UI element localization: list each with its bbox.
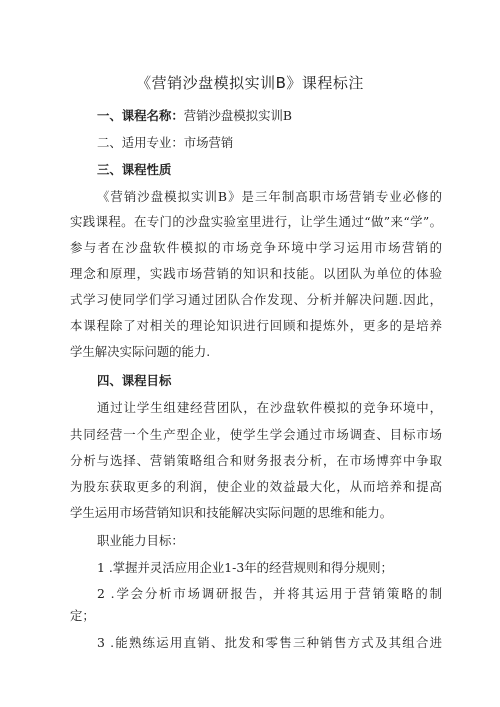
paragraph-line: 参与者在沙盘软件模拟的市场竞争环境中学习运用市场营销的 (70, 240, 442, 255)
section-3-heading: 三、课程性质 (97, 162, 172, 177)
section-4-heading: 四、课程目标 (97, 373, 172, 388)
paragraph-line: 学生解决实际问题的能力. (70, 344, 211, 359)
paragraph-line: 学生运用市场营销知识和技能解决实际问题的思维和能力。 (70, 505, 393, 520)
paragraph-line: 《营销沙盘模拟实训B》是三年制高职市场营销专业必修的 (97, 189, 442, 204)
goal-item: 1 .掌握并灵活应用企业1-3年的经营规则和得分规则； (97, 560, 393, 575)
paragraph-line: 本课程除了对相关的理论知识进行回顾和提炼外，更多的是培养 (70, 318, 442, 333)
paragraph-line: 共同经营一个生产型企业，使学生学会通过市场调查、目标市场 (70, 427, 442, 442)
paragraph-line: 为股东获取更多的利润，使企业的效益最大化，从而培养和提高 (70, 479, 442, 494)
paragraph-line: 式学习使同学们学习通过团队合作发现、分析并解决问题.因此， (70, 292, 442, 307)
goal-item: 2 .学会分析市场调研报告，并将其运用于营销策略的制 (97, 586, 442, 601)
paragraph-line: 分析与选择、营销策略组合和财务报表分析，在市场博弈中争取 (70, 453, 442, 468)
ability-goals-label: 职业能力目标： (97, 533, 184, 548)
section-1-line (97, 108, 292, 124)
paragraph-line: 理念和原理，实践市场营销的知识和技能。以团队为单位的体验 (70, 266, 442, 281)
document-title: 《营销沙盘模拟实训B》课程标注 (136, 74, 364, 92)
course-name-label: 一、课程名称： (97, 108, 184, 123)
goal-item: 3 .能熟练运用直销、批发和零售三种销售方式及其组合进 (97, 635, 442, 650)
goal-item-continuation: 定； (70, 608, 95, 623)
paragraph-line: 实践课程。在专门的沙盘实验室里进行，让学生通过“做”来“学”。 (70, 214, 442, 229)
applicable-major-line: 二、适用专业：市场营销 (97, 135, 234, 150)
paragraph-line: 通过让学生组建经营团队，在沙盘软件模拟的竞争环境中， (97, 400, 442, 415)
course-name-value: 营销沙盘模拟实训B (183, 108, 292, 123)
